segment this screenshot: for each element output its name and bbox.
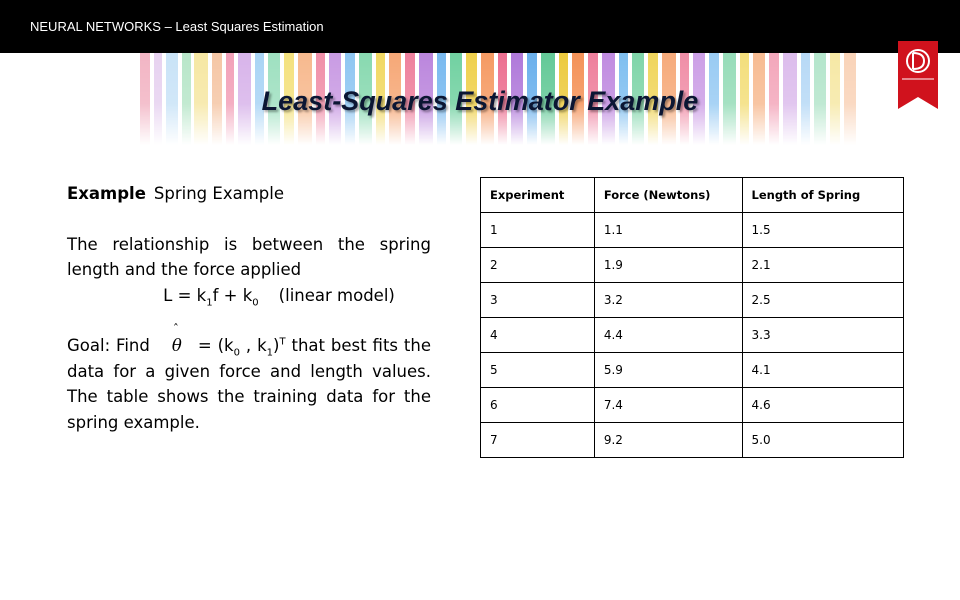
header-bar xyxy=(0,0,960,53)
cell-length: 3.3 xyxy=(742,318,904,353)
example-title: Spring Example xyxy=(153,184,284,203)
cell-experiment: 2 xyxy=(481,248,595,283)
header-title: NEURAL NETWORKS – Least Squares Estimation xyxy=(30,19,324,34)
table-row xyxy=(481,213,904,248)
cell-length: 4.1 xyxy=(742,353,904,388)
theta-hat-symbol: ˆ θ xyxy=(171,322,182,355)
cell-force: 7.4 xyxy=(594,388,742,423)
example-label: Example xyxy=(67,184,146,203)
spring-data-table xyxy=(480,177,904,458)
cell-experiment: 5 xyxy=(481,353,595,388)
cell-force: 1.9 xyxy=(594,248,742,283)
cell-force: 9.2 xyxy=(594,423,742,458)
header-experiment: Experiment xyxy=(481,178,595,213)
cell-force: 4.4 xyxy=(594,318,742,353)
cell-experiment: 3 xyxy=(481,283,595,318)
cell-force: 3.2 xyxy=(594,283,742,318)
example-heading xyxy=(67,181,431,207)
table-row xyxy=(481,423,904,458)
slide-title: Least-Squares Estimator Example xyxy=(261,86,699,116)
header-force: Force (Newtons) xyxy=(594,178,742,213)
cell-length: 4.6 xyxy=(742,388,904,423)
body-text xyxy=(67,181,431,435)
cell-force: 1.1 xyxy=(594,213,742,248)
model-equation: $L = k_1f + k_0$ (linear model) xyxy=(163,285,395,308)
table-row xyxy=(481,318,904,353)
table-row xyxy=(481,388,904,423)
cell-experiment: 6 xyxy=(481,388,595,423)
goal-paragraph: Goal: Find ˆ $\theta = (k_0$ , $k_1)^T$ that best fits the data for a given force and length values. The table shows the training data for the spring example. xyxy=(67,322,432,432)
table-row xyxy=(481,283,904,318)
cell-length: 1.5 xyxy=(742,213,904,248)
cell-length: 2.1 xyxy=(742,248,904,283)
cell-length: 5.0 xyxy=(742,423,904,458)
table-row xyxy=(481,353,904,388)
table-row xyxy=(481,248,904,283)
model-note: (linear model) xyxy=(278,285,395,305)
cell-force: 5.9 xyxy=(594,353,742,388)
cell-experiment: 1 xyxy=(481,213,595,248)
cell-length: 2.5 xyxy=(742,283,904,318)
relationship-paragraph: The relationship is between the spring length and the force applied xyxy=(67,234,431,279)
table-header-row xyxy=(481,178,904,213)
cell-experiment: 4 xyxy=(481,318,595,353)
cell-experiment: 7 xyxy=(481,423,595,458)
header-length: Length of Spring xyxy=(742,178,904,213)
